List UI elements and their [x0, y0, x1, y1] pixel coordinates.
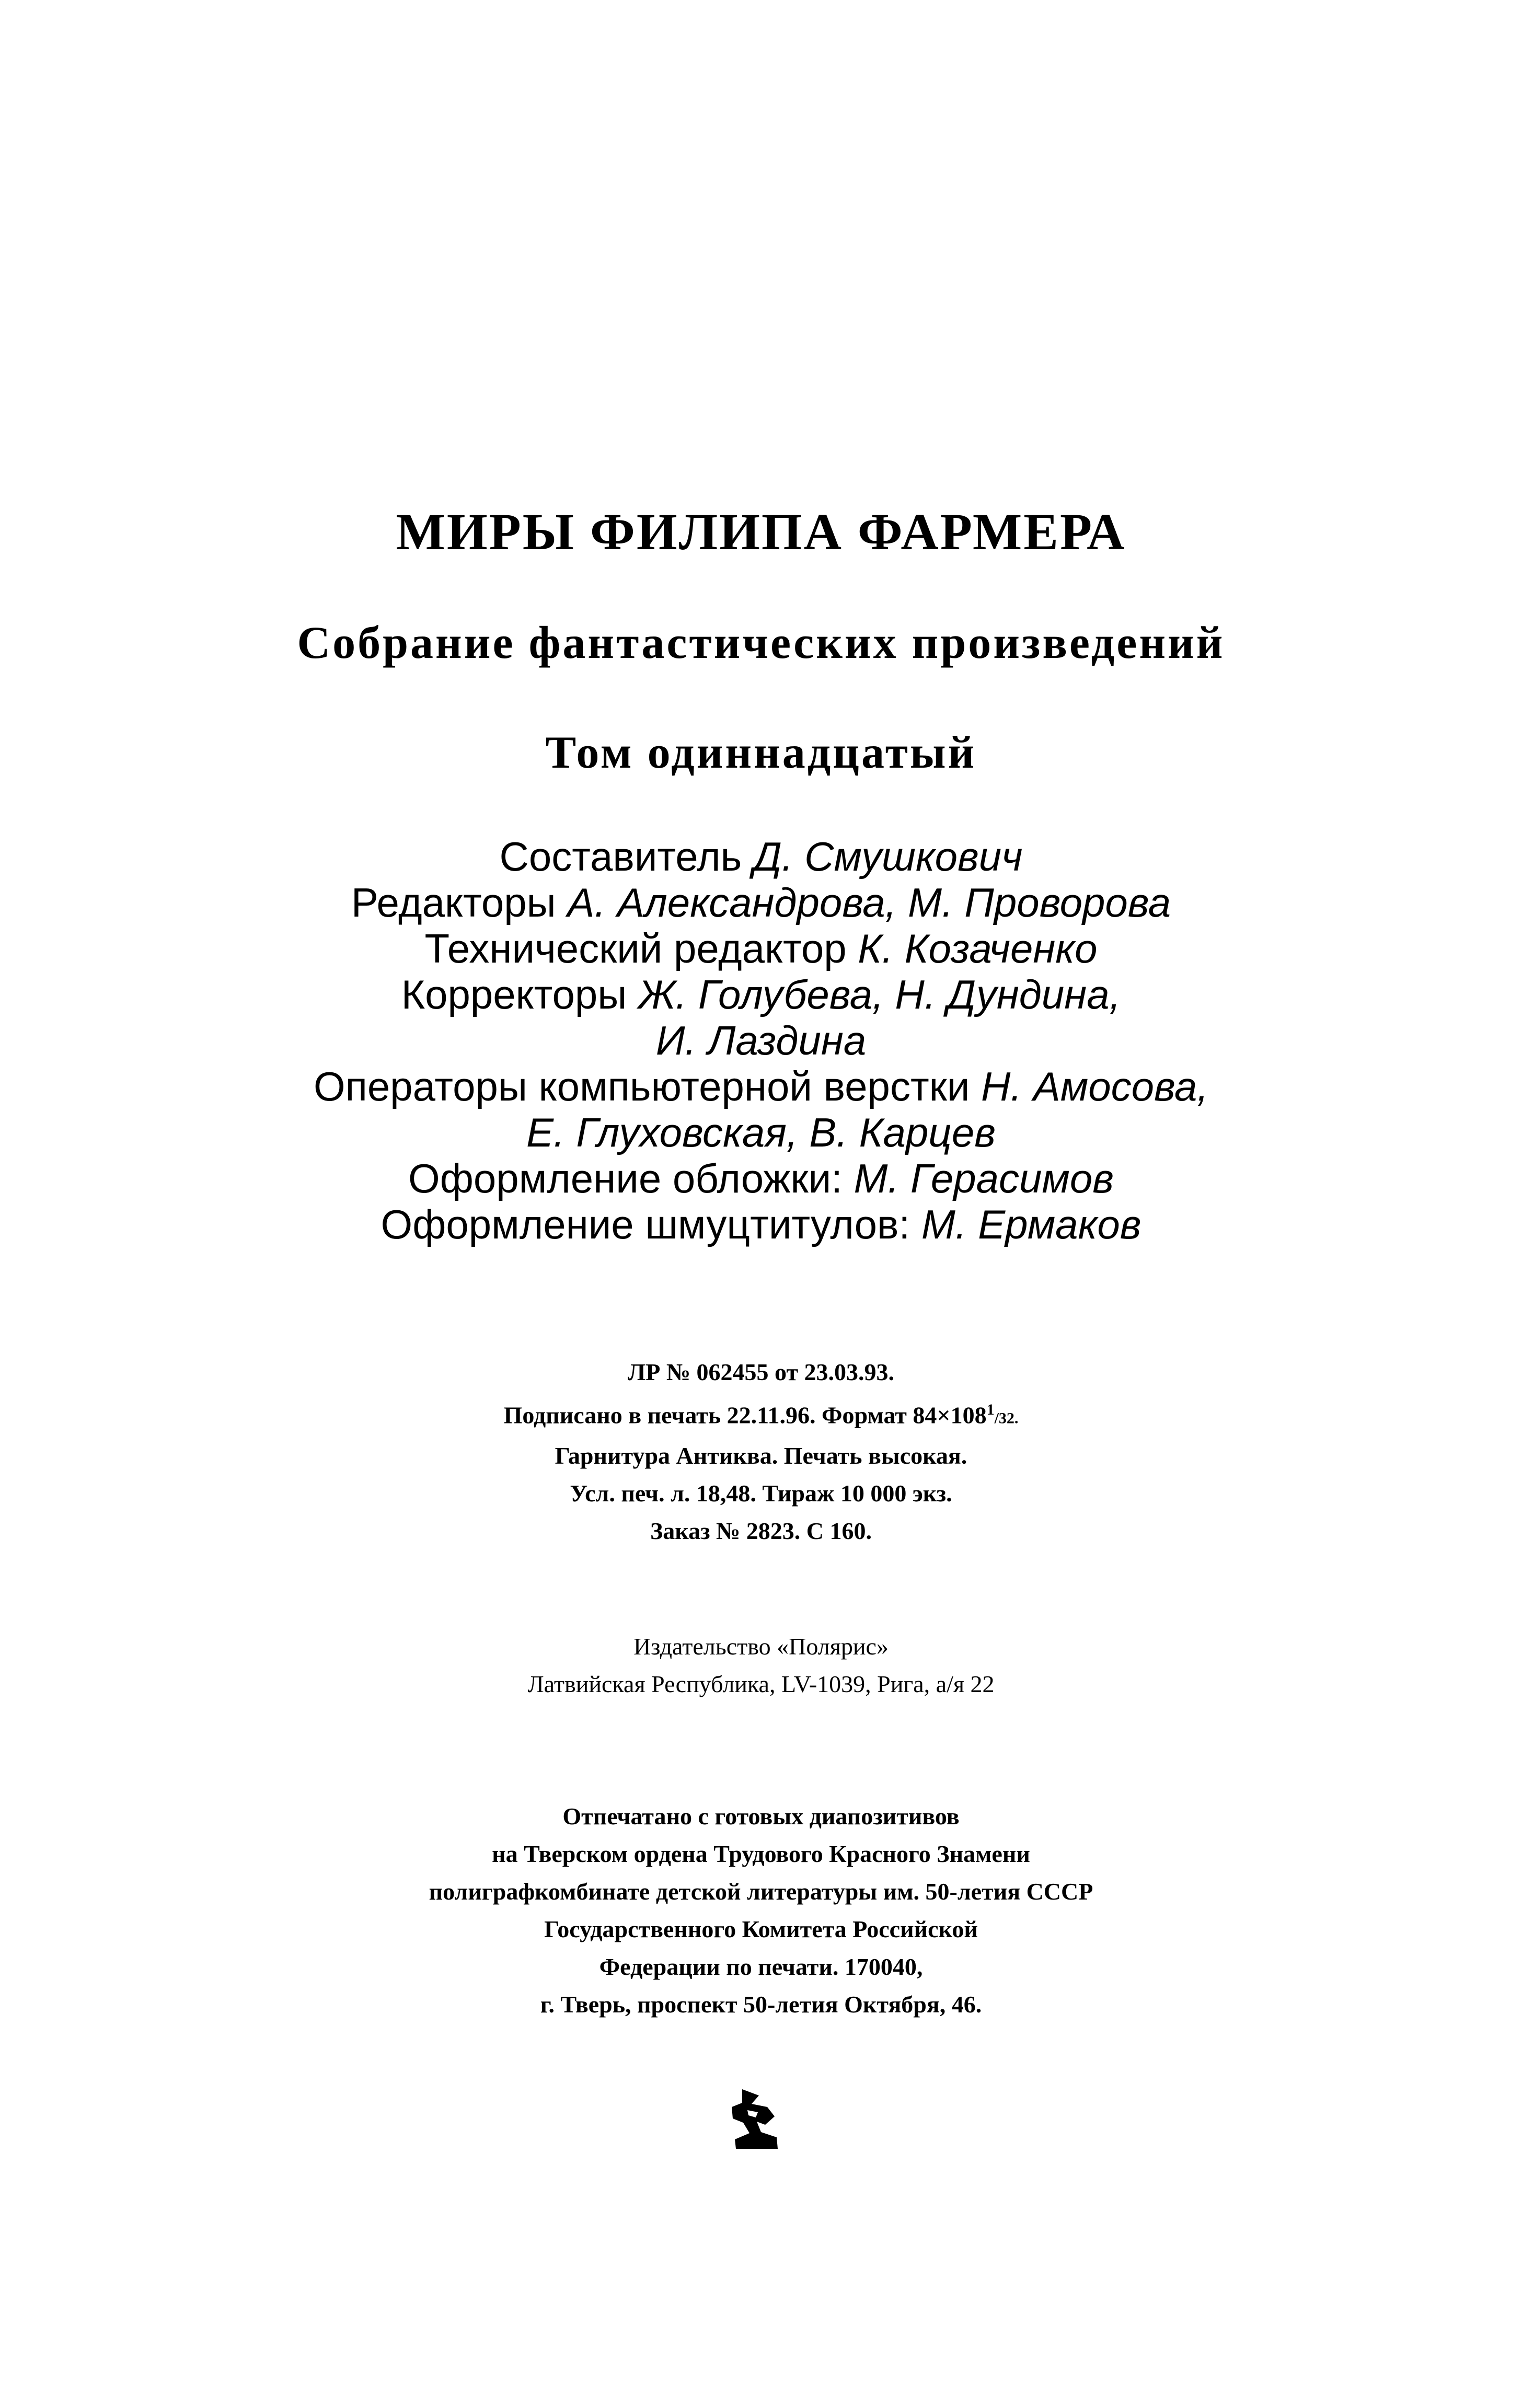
printer-mark-icon	[727, 2085, 784, 2153]
credit-halftitles: Оформление шмуцтитулов: М. Ермаков	[380, 1201, 1142, 1247]
credit-operators-cont: Е. Глуховская, В. Карцев	[526, 1109, 996, 1155]
publisher-block	[0, 1628, 1522, 1703]
credit-cover: Оформление обложки: М. Герасимов	[408, 1155, 1114, 1201]
imprint-typeface: Гарнитура Антиква. Печать высокая.	[555, 1442, 967, 1469]
printer-line-2: на Тверском ордена Трудового Красного Знамени	[492, 1840, 1030, 1867]
book-subtitle: Собрание фантастических произведений	[297, 618, 1225, 668]
imprint-order: Заказ № 2823. С 160.	[650, 1518, 872, 1545]
credit-compiler: Составитель Д. Смушкович	[499, 833, 1023, 879]
credit-tech-editor: Технический редактор К. Козаченко	[424, 925, 1098, 971]
credit-proofreaders: Корректоры Ж. Голубева, Н. Дундина,	[401, 971, 1121, 1017]
imprint-sheets: Усл. печ. л. 18,48. Тираж 10 000 экз.	[570, 1480, 952, 1507]
printer-line-3: полиграфкомбинате детской литературы им. 50-летия СССР	[429, 1878, 1093, 1905]
publisher-address: Латвийская Республика, LV-1039, Рига, а/я 22	[527, 1671, 995, 1697]
imprint-signed: Подписано в печать 22.11.96. Формат $84\times 108^1/32$.	[503, 1401, 1019, 1429]
credit-proofreaders-cont: И. Лаздина	[655, 1017, 867, 1063]
book-title: МИРЫ ФИЛИПА ФАРМЕРА	[396, 503, 1126, 561]
printer-line-6: г. Тверь, проспект 50-летия Октября, 46.	[540, 1991, 982, 2018]
publisher-name: Издательство «Полярис»	[633, 1633, 889, 1660]
imprint-block	[0, 1353, 1522, 1550]
printer-block	[0, 1798, 1522, 2023]
imprint-license: ЛР № 062455 от 23.03.93.	[627, 1359, 895, 1385]
credit-operators: Операторы компьютерной верстки Н. Амосова,	[313, 1063, 1209, 1109]
printer-line-5: Федерации по печати. 170040,	[599, 1953, 923, 1980]
credits-block	[0, 833, 1522, 1247]
credit-editors: Редакторы А. Александрова, М. Проворова	[351, 879, 1171, 925]
printer-line-4: Государственного Комитета Российской	[544, 1916, 978, 1942]
volume-label: Том одиннадцатый	[545, 727, 977, 778]
printer-line-1: Отпечатано с готовых диапозитивов	[562, 1803, 960, 1830]
